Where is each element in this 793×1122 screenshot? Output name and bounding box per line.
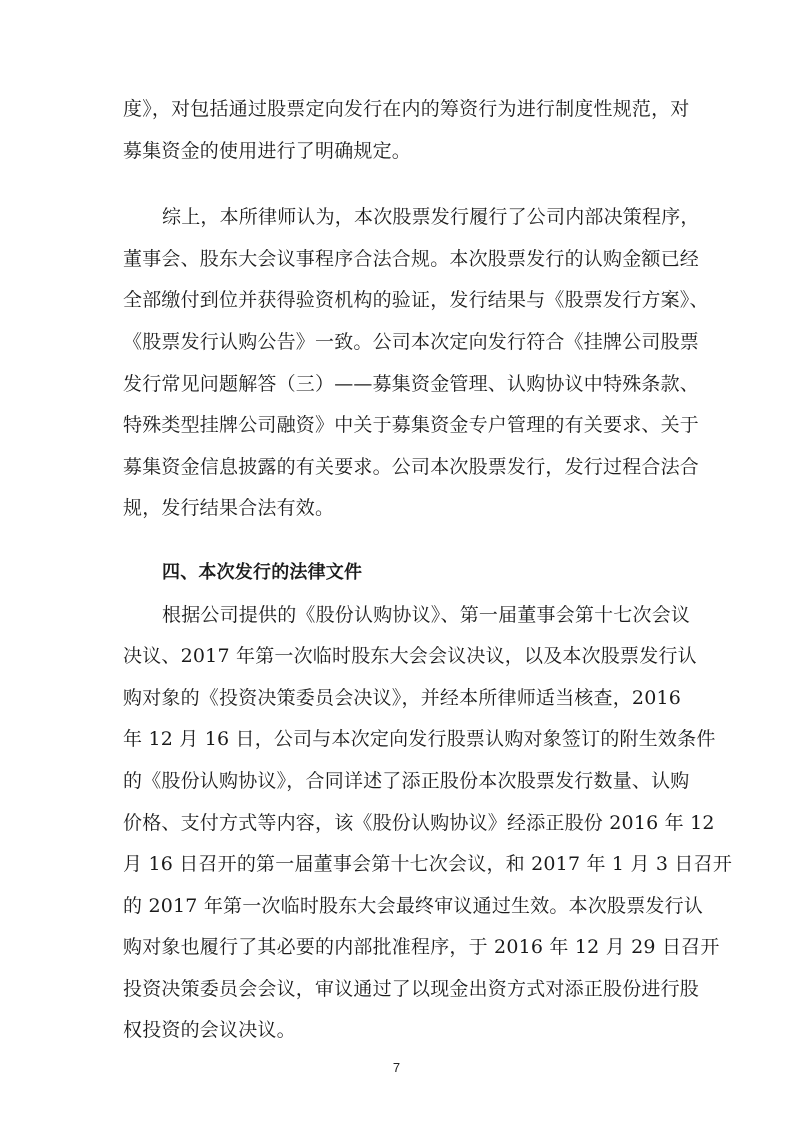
section4-line-6: 价格、支付方式等内容，该《股份认购协议》经添正股份 2016 年 12 — [123, 812, 715, 834]
section4-line-3: 购对象的《投资决策委员会决议》，并经本所律师适当核查，2016 — [123, 687, 682, 709]
paragraph2-line-8: 规，发行结果合法有效。 — [123, 497, 335, 519]
paragraph2-line-6: 特殊类型挂牌公司融资》中关于募集资金专户管理的有关要求、关于 — [123, 414, 700, 436]
section4-line-8: 的 2017 年第一次临时股东大会最终审议通过生效。本次股票发行认 — [123, 895, 704, 917]
paragraph2-line-1: 综上，本所律师认为，本次股票发行履行了公司内部决策程序， — [162, 206, 700, 228]
section-heading: 四、本次发行的法律文件 — [162, 562, 363, 583]
section4-line-4: 年 12 月 16 日，公司与本次定向发行股票认购对象签订的附生效条件 — [123, 728, 716, 750]
section4-line-11: 权投资的会议决议。 — [123, 1019, 296, 1041]
paragraph2-line-2: 董事会、股东大会议事程序合法合规。本次股票发行的认购金额已经 — [123, 248, 700, 270]
section4-line-9: 购对象也履行了其必要的内部批准程序，于 2016 年 12 月 29 日召开 — [123, 936, 720, 958]
section4-line-2: 决议、2017 年第一次临时股东大会会议决议，以及本次股票发行认 — [123, 645, 697, 667]
paragraph2-line-4: 《股票发行认购公告》一致。公司本次定向发行符合《挂牌公司股票 — [123, 331, 700, 353]
page-number: 7 — [392, 1060, 401, 1075]
paragraph2-line-5: 发行常见问题解答（三）——募集资金管理、认购协议中特殊条款、 — [123, 373, 700, 395]
section4-line-1: 根据公司提供的《股份认购协议》、第一届董事会第十七次会议 — [162, 604, 691, 626]
paragraph2-line-7: 募集资金信息披露的有关要求。公司本次股票发行，发行过程合法合 — [123, 456, 700, 478]
paragraph2-line-3: 全部缴付到位并获得验资机构的验证，发行结果与《股票发行方案》、 — [123, 289, 709, 311]
paragraph1-line-1: 度》，对包括通过股票定向发行在内的筹资行为进行制度性规范，对 — [123, 98, 690, 120]
section4-line-10: 投资决策委员会会议，审议通过了以现金出资方式对添正股份进行股 — [123, 978, 700, 1000]
section4-line-5: 的《股份认购协议》，合同详述了添正股份本次股票发行数量、认购 — [123, 770, 690, 792]
section4-line-7: 月 16 日召开的第一届董事会第十七次会议，和 2017 年 1 月 3 日召开 — [123, 853, 733, 875]
paragraph1-line-2: 募集资金的使用进行了明确规定。 — [123, 140, 412, 162]
